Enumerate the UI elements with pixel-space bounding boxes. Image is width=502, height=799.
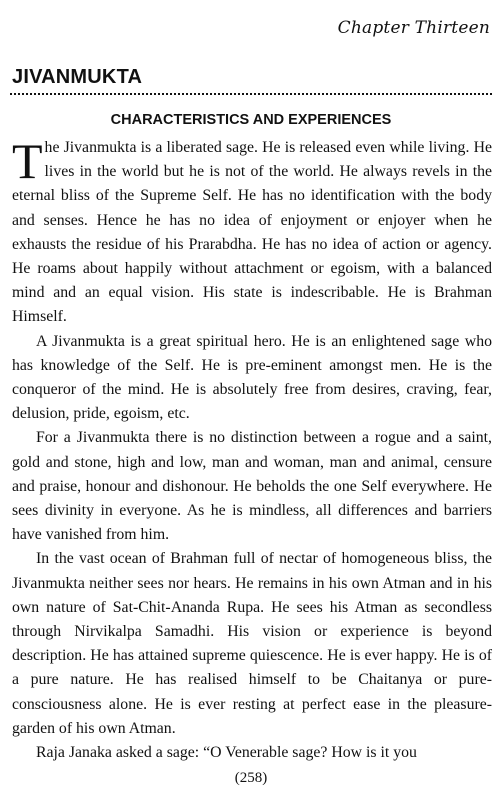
paragraph-1 (12, 133, 492, 330)
section-heading: CHARACTERISTICS AND EXPERIENCES (110, 112, 392, 128)
running-head: Chapter Thirteen (337, 18, 490, 38)
paragraph-5: Raja Janaka asked a sage: “O Venerable sage? How is it you (36, 744, 417, 762)
body-text (12, 133, 492, 765)
paragraph-4: In the vast ocean of Brahman full of nectar of homogeneous bliss, the Jivanmukta neither sees nor hears. He remains in his own Atman and in his own nature of Sat-Chit-Ananda Rupa. He sees his Atman as secondless through Nirvikalpa Samadhi. His vision or experience is beyond description. He has attained supreme quiescence. He is ever happy. He is of a pure nature. He has realised himself to be Chaitanya or pure-consciousness alone. He is ever resting at perfect ease in the pleasure-garden of his own Atman. (12, 550, 492, 737)
paragraph-3: For a Jivanmukta there is no distinction between a rogue and a saint, gold and stone, high and low, man and woman, man and animal, censure and praise, honour and dishonour. He beholds the one Self everywhere. He sees divinity in everyone. As he is mindless, all differences and barriers have vanished from him. (12, 429, 492, 544)
paragraph-2: A Jivanmukta is a great spiritual hero. He is an enlightened sage who has knowledge of the Self. He is pre-eminent amongst men. He is the conqueror of the mind. He is absolutely free from desires, craving, fear, delusion, pride, egoism, etc. (12, 332, 492, 423)
paragraph-1-text: he Jivanmukta is a liberated sage. He is released even while living. He lives in the world but he is not of the world. He always revels in the eternal bliss of the Supreme Self. He has no identification with the body and senses. Hence he has no idea of enjoyment or enjoyer when he exhausts the residue of his Prarabdha. He has no idea of action or agency. He roams about happily without attachment or egoism, with a balanced mind and an equal vision. His state is indescribable. He is Brahman Himself. (12, 139, 492, 326)
dotted-rule (10, 93, 492, 95)
page-number: (258) (234, 770, 268, 786)
chapter-title: JIVANMUKTA (12, 66, 143, 88)
drop-cap: T (12, 133, 43, 189)
